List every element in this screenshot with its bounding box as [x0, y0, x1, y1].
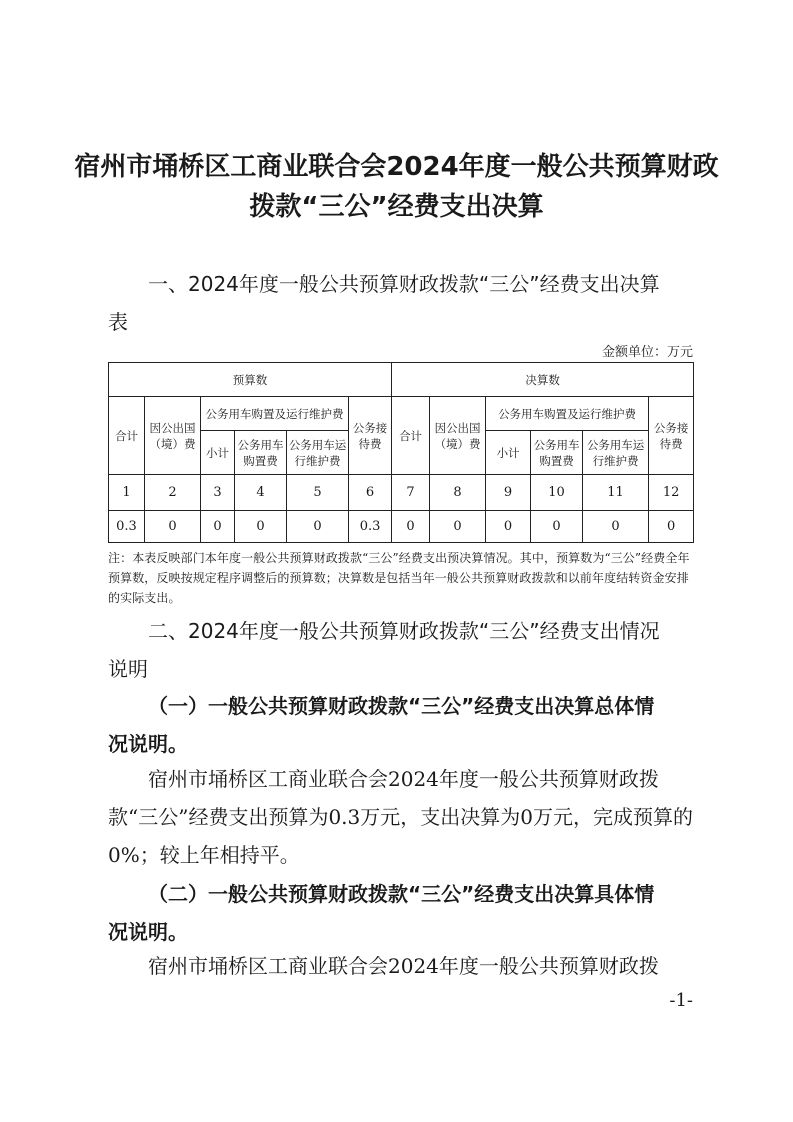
unit-label: 金额单位：万元	[601, 345, 693, 360]
header-budget-group: 预算数	[109, 363, 392, 397]
index-cell: 7	[392, 475, 430, 511]
three-public-expenses-table	[108, 362, 694, 543]
value-cell: 0	[486, 511, 531, 543]
index-cell: 6	[349, 475, 392, 511]
value-cell: 0	[235, 511, 287, 543]
section2-heading-line2: 说明	[108, 657, 148, 681]
index-cell: 3	[201, 475, 235, 511]
index-cell: 5	[287, 475, 349, 511]
section1-heading-line1: 一、2024年度一般公共预算财政拨款“三公”经费支出决算	[148, 272, 660, 296]
sub2-heading-line2: 况说明。	[108, 920, 188, 944]
header-final-reception: 公务接待费	[649, 397, 694, 475]
sub2-heading-line1: （二）一般公共预算财政拨款“三公”经费支出决算具体情	[148, 882, 655, 906]
page-number: -1-	[669, 990, 693, 1011]
table-row-header-1	[109, 397, 694, 431]
table-row-groups	[109, 363, 694, 397]
value-cell: 0	[649, 511, 694, 543]
value-cell: 0	[583, 511, 649, 543]
header-final-total: 合计	[392, 397, 430, 475]
header-budget-total: 合计	[109, 397, 145, 475]
index-cell: 2	[145, 475, 201, 511]
index-cell: 4	[235, 475, 287, 511]
header-budget-vehicle: 公务用车购置及运行维护费	[201, 397, 349, 431]
header-budget-purchase: 公务用车购置费	[235, 431, 287, 475]
value-cell: 0.3	[109, 511, 145, 543]
header-final-vehicle: 公务用车购置及运行维护费	[486, 397, 649, 431]
section2-heading-line1: 二、2024年度一般公共预算财政拨款“三公”经费支出情况	[148, 619, 660, 643]
header-final-abroad: 因公出国（境）费	[430, 397, 486, 475]
sub2-body: 宿州市埇桥区工商业联合会2024年度一般公共预算财政拨	[148, 954, 659, 978]
header-final-subtotal: 小计	[486, 431, 531, 475]
header-final-operation: 公务用车运行维护费	[583, 431, 649, 475]
index-cell: 8	[430, 475, 486, 511]
sub1-heading-line2: 况说明。	[108, 732, 188, 756]
table-note: 注：本表反映部门本年度一般公共预算财政拨款“三公”经费支出预决算情况。其中，预算数为“三公”经费全年预算数，反映按规定程序调整后的预算数；决算数是包括当年一般公共预算财政拨款和以前年度结转资金安排的实际支出。	[108, 551, 690, 605]
section1-heading-line2: 表	[108, 310, 128, 334]
header-budget-abroad: 因公出国（境）费	[145, 397, 201, 475]
table-row-values	[109, 511, 694, 543]
index-cell: 11	[583, 475, 649, 511]
header-budget-operation: 公务用车运行维护费	[287, 431, 349, 475]
header-budget-reception: 公务接待费	[349, 397, 392, 475]
header-budget-subtotal: 小计	[201, 431, 235, 475]
value-cell: 0	[430, 511, 486, 543]
sub1-heading-line1: （一）一般公共预算财政拨款“三公”经费支出决算总体情	[148, 694, 655, 718]
value-cell: 0	[287, 511, 349, 543]
table-row-index	[109, 475, 694, 511]
value-cell: 0.3	[349, 511, 392, 543]
header-final-group: 决算数	[392, 363, 694, 397]
header-final-purchase: 公务用车购置费	[531, 431, 583, 475]
value-cell: 0	[145, 511, 201, 543]
index-cell: 10	[531, 475, 583, 511]
document-title-line2: 拨款“三公”经费支出决算	[249, 192, 544, 222]
index-cell: 1	[109, 475, 145, 511]
sub1-body: 宿州市埇桥区工商业联合会2024年度一般公共预算财政拨款“三公”经费支出预算为0.3万元，支出决算为0万元，完成预算的0%；较上年相持平。	[108, 767, 693, 867]
value-cell: 0	[531, 511, 583, 543]
value-cell: 0	[392, 511, 430, 543]
index-cell: 9	[486, 475, 531, 511]
document-title-line1: 宿州市埇桥区工商业联合会2024年度一般公共预算财政	[74, 152, 719, 182]
value-cell: 0	[201, 511, 235, 543]
index-cell: 12	[649, 475, 694, 511]
